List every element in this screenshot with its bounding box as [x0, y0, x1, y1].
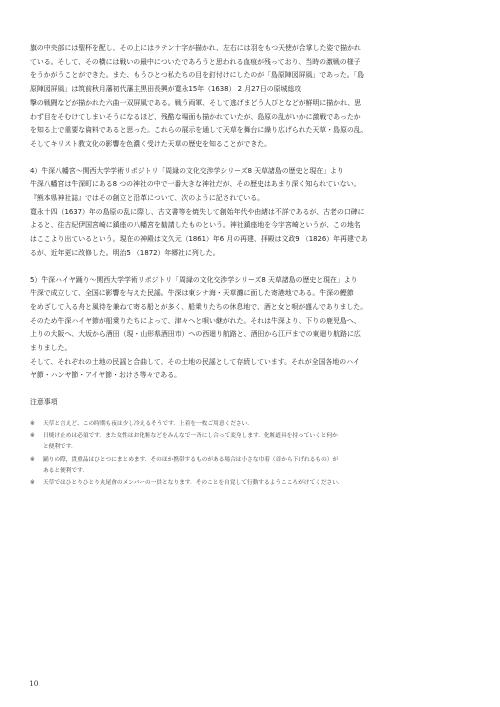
section-4-paragraph: 4）牛深八幡宮～関西大学学術リポジトリ「周縁の文化交渉学シリーズ8 天草諸島の歴史と現在」より 牛深八幡宮は牛深町にある8 つの神社の中で一番大きな神社だが、その歴史はあまり深く知られていない。 『熊本県神社誌』ではその創立と沿革について、次のように記されている。 寛永十四（1637）年の島原の乱に際し、古文書等を焼失して創始年代や由緒は不詳であるが、古老の口碑に よると、往古紀伊国宮崎に鎮座の八幡宮を勧請したものという。神社鎮座地を今宇宮崎というが、この地名 はここより出ているという。現在の神殿は文久元（1861）年6 月の再建、拝殿は文政9 （1826）年再建であ るが、近年更に改修した。明治5 （1872）年郷社に列した。 — [30, 166, 368, 257]
note-item — [30, 431, 472, 454]
note-item — [30, 419, 472, 430]
notes-list — [30, 419, 472, 490]
note-item — [30, 455, 472, 478]
note-text: 踊りの際，貴重品はひとつにまとめます．そのほか携帯するものがある場合は小さな巾着（首から下げれるもの）が あると便利です． — [43, 456, 339, 475]
intro-paragraph: 旗の中央部には聖杯を配し、その上にはラテン十字が描かれ、左右には羽をもつ天使が合掌した姿で描かれ ている。そして、その横には戦いの最中についたであろうと思われる血痕が残っており、当時の激戦の様子 をうかがうことができた。また、もうひとつ私たちの目を釘付けにしたのが「島原陣図屏風」であった。「島 原陣図屏風」は筑前秋月藩初代藩主黒田長興が寛永15年（1638） 2 月27日の原城総攻 撃の戦闘などが描かれた六曲一双屏風である。戦う両軍、そして逃げまどう人びとなどが鮮明に描かれ、思 わず目をそむけてしまいそうになるほど、残酷な場面も描かれていたが、島原の乱がいかに激戦であったか を知る上で重要な資料であると思った。これらの展示を通して天草を舞台に繰り広げられた天草・島原の乱、 そしてキリスト教文化の影響を色濃く受けた天草の歴史を知ることができた。 — [30, 44, 368, 148]
note-text: 日焼け止めは必須です．また女性はお化粧などをみんなで一斉にし合って変身します．化粧道具を持っていくと何か と便利です． — [43, 433, 338, 451]
section-spacer — [30, 152, 472, 165]
section-spacer — [30, 261, 472, 274]
page-content — [30, 42, 472, 490]
note-text: 天草と言えど、この時期も夜は少し冷えるそうです．上着を一枚ご用意ください． — [43, 420, 253, 427]
note-mark: ※ — [30, 480, 35, 487]
notes-spacer — [30, 410, 472, 419]
note-mark: ※ — [30, 433, 35, 440]
notes-title: 注意事項 — [30, 398, 58, 407]
page-number: 10 — [29, 679, 39, 688]
section-spacer — [30, 383, 472, 396]
section-5-paragraph: 5）牛深ハイヤ踊り～関西大学学術リポジトリ「周縁の文化交渉学シリーズ8 天草諸島の歴史と現在」より 牛深で成立して、全国に影響を与えた民謡。牛深は東シナ海・天草灘に面した寄港地である。牛深の鰹節 をめざして入る舟と風待を兼ねて寄る船とが多く、船乗りたちの休息地で、酒と女と唄が盛んでありました。 そのため牛深ハイヤ節が船乗りたちによって、津々へと唄い継がれた。それは牛深より、下りの鹿児島へ、 上りの大阪へ、大坂から酒田（現・山形県酒田市）への西廻り航路と、酒田から江戸までの東廻り航路に広 まりました。 そして、それぞれの土地の民謡と合曲して、その土地の民謡として存続しています。それが全国各地のハイ ヤ節・ハンヤ節・アイヤ節・おけさ等々である。 — [30, 275, 368, 380]
note-item — [30, 478, 472, 489]
note-text: 天草ではひとりひとり丸尾會のメンバーの一員となります．そのことを自覚して行動するようこころがけてください． — [43, 480, 344, 487]
note-mark: ※ — [30, 456, 35, 463]
note-mark: ※ — [30, 420, 35, 427]
